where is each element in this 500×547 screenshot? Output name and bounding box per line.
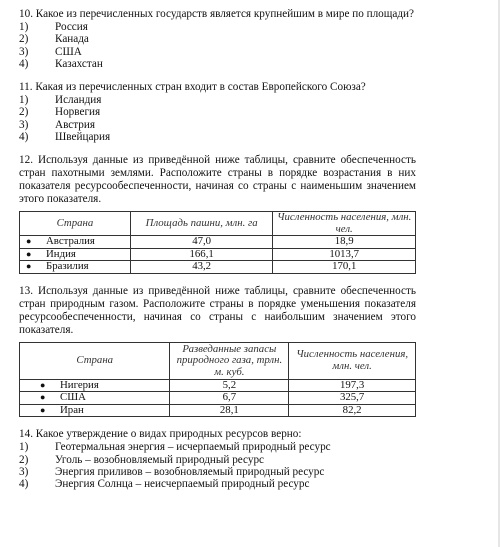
country-cell: ● Бразилия <box>20 261 131 274</box>
arable-land-table <box>19 211 416 274</box>
value-cell: 18,9 <box>273 236 416 249</box>
bullet-icon: ● <box>26 236 32 247</box>
option: 3) США <box>19 45 82 58</box>
value-cell: 166,1 <box>130 248 273 261</box>
question-12 <box>19 154 416 274</box>
option: 2) Норвегия <box>19 106 101 119</box>
question-12-text: 12. Используя данные из приведённой ниже таблицы, сравните обеспеченность стран пахотными землями. Расположите страны в порядке возрастания в них показателя ресурсообеспеченности, начиная со страны с наименьшим значением этого показателя. <box>19 154 416 206</box>
option: 1) Геотермальная энергия – исчерпаемый природный ресурс <box>19 441 331 454</box>
question-10-text: 10. Какое из перечисленных государств является крупнейшим в мире по площади? <box>19 8 414 20</box>
table-row <box>20 261 416 274</box>
option: 1) Исландия <box>19 94 102 107</box>
question-11-text: 11. Какая из перечисленных стран входит в состав Европейского Союза? <box>19 81 366 94</box>
option: 3) Австрия <box>19 118 96 131</box>
question-10-options <box>19 21 416 70</box>
table-header-row <box>20 342 416 379</box>
table-row <box>20 236 416 249</box>
natural-gas-table <box>19 342 416 418</box>
value-cell: 28,1 <box>170 404 289 417</box>
table-row <box>20 392 416 405</box>
table-header-row <box>20 212 416 236</box>
table-row <box>20 404 416 417</box>
bullet-icon: ● <box>40 379 46 390</box>
column-header: Площадь пашни, млн. га <box>130 212 273 236</box>
option: 4) Швейцария <box>19 131 111 144</box>
value-cell: 170,1 <box>273 261 416 274</box>
country-cell: ● Нигерия <box>20 379 170 392</box>
question-13-text: 13. Используя данные из приведённой ниже таблицы, сравните обеспеченность стран природным газом. Расположите страны в порядке уменьшения показателя ресурсообеспеченности, начиная со страны с наибольшим значением этого показателя. <box>19 284 416 336</box>
question-11 <box>19 81 416 143</box>
bullet-icon: ● <box>40 404 46 415</box>
column-header: Страна <box>20 212 131 236</box>
value-cell: 1013,7 <box>273 248 416 261</box>
question-11-options <box>19 94 416 143</box>
value-cell: 43,2 <box>130 261 273 274</box>
country-cell: ● Иран <box>20 404 170 417</box>
value-cell: 6,7 <box>170 392 289 405</box>
question-10 <box>19 8 416 70</box>
option: 2) Канада <box>19 33 89 46</box>
column-header: Страна <box>20 342 170 379</box>
document-page <box>19 8 416 491</box>
question-14 <box>19 428 416 490</box>
value-cell: 82,2 <box>289 404 416 417</box>
option: 4) Казахстан <box>19 57 103 70</box>
country-cell: ● Австралия <box>20 236 131 249</box>
option: 2) Уголь – возобновляемый природный ресурс <box>19 453 265 466</box>
column-header: Численность населения, млн. чел. <box>289 342 416 379</box>
column-header: Разведанные запасы природного газа, трлн. м. куб. <box>170 342 289 379</box>
option: 1) Россия <box>19 21 88 33</box>
value-cell: 47,0 <box>130 236 273 249</box>
country-cell: ● США <box>20 392 170 405</box>
question-13 <box>19 285 416 418</box>
column-header: Численность населения, млн. чел. <box>273 212 416 236</box>
question-14-text: 14. Какое утверждение о видах природных ресурсов верно: <box>19 428 302 441</box>
value-cell: 5,2 <box>170 379 289 392</box>
table-row <box>20 379 416 392</box>
country-cell: ● Индия <box>20 248 131 261</box>
option: 3) Энергия приливов – возобновляемый природный ресурс <box>19 465 325 478</box>
bullet-icon: ● <box>26 248 32 259</box>
bullet-icon: ● <box>40 392 46 403</box>
table-row <box>20 248 416 261</box>
question-14-options <box>19 441 416 490</box>
value-cell: 197,3 <box>289 379 416 392</box>
option: 4) Энергия Солнца – неисчерпаемый природный ресурс <box>19 478 310 491</box>
bullet-icon: ● <box>26 261 32 272</box>
value-cell: 325,7 <box>289 392 416 405</box>
